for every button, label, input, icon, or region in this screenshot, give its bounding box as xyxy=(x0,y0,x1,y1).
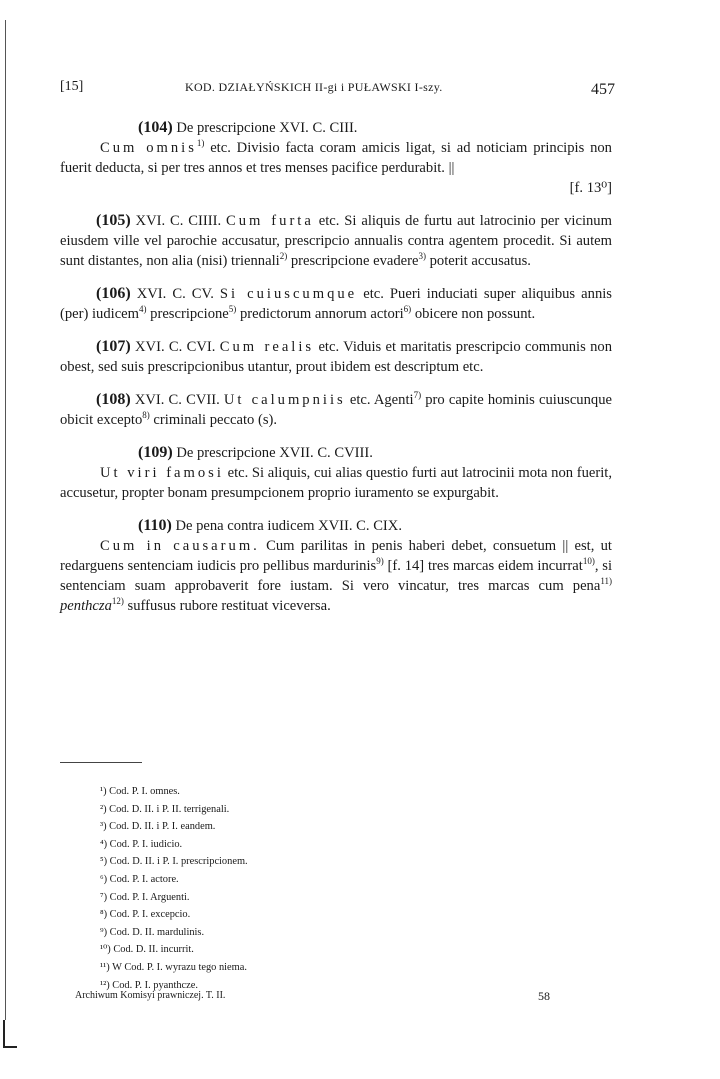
section-text: (105) XVI. C. CIIII. Cum furta etc. Si aliquis de furtu aut latrocinio per vicinum eiusdem ville vel parochie accusatur, prescripcio annualis contra agentem procedit. Si autem sunt distantes, non alia (nisi) triennali$^{2)}$ prescripcione evadere$^{3)}$ poterit accusatus. xyxy=(60,212,612,269)
footnote: ⁷) Cod. P. I. Arguenti. xyxy=(100,891,190,903)
incipit: Cum realis xyxy=(219,339,315,355)
heading-text: De pena contra iudicem XVII. C. CIX. xyxy=(175,518,402,534)
heading-text: De prescripcione XVII. C. CVIII. xyxy=(176,445,373,461)
footnote-ref: 10) xyxy=(582,556,595,567)
footnote-ref: 8) xyxy=(142,410,150,421)
section-105 xyxy=(60,211,612,271)
footnote-ref: 4) xyxy=(139,304,147,315)
publication-title: Archiwum Komisyi prawniczej. T. II. xyxy=(75,990,226,1001)
footnote-ref: 6) xyxy=(403,304,412,315)
section-text: Cum omnis$^{1)}$ etc. Divisio facta coram amicis ligat, si ad noticiam principis non fuerit deducta, si per tres annos et tres menses pacifice perdurabit. || xyxy=(60,138,612,176)
footnote-ref: 9) xyxy=(376,556,384,567)
footnote-ref: 1) xyxy=(196,138,205,149)
footnote: ¹) Cod. P. I. omnes. xyxy=(100,786,180,797)
incipit: Cum furta xyxy=(226,213,314,229)
footnote: ⁵) Cod. D. II. i P. I. prescripcionem. xyxy=(100,856,248,868)
section-106 xyxy=(60,284,612,324)
footnote-ref: 5) xyxy=(228,304,237,315)
footnote-ref: 3) xyxy=(418,251,426,262)
section-text: Ut viri famosi etc. Si aliquis, cui alias questio furti aut latrocinii mota non fuerit, accusetur, propter bonam presumpcionem proprio iuramento se expurgabit. xyxy=(60,465,612,501)
section-109 xyxy=(60,443,612,503)
footnote: ⁴) Cod. P. I. iudicio. xyxy=(100,838,183,850)
heading-text: De prescripcione XVI. C. CIII. xyxy=(176,120,358,136)
section-number: (108) xyxy=(96,391,131,408)
footnote: ⁹) Cod. D. II. mardulinis. xyxy=(100,926,205,938)
footnote: ³) Cod. D. II. i P. I. eandem. xyxy=(100,821,216,833)
folio-marginal: [f. 14] xyxy=(387,558,425,574)
corner-mark-foot xyxy=(3,1046,17,1048)
section-104 xyxy=(60,118,612,198)
section-number: (107) xyxy=(96,338,131,355)
italic-word: penthcza xyxy=(60,598,112,614)
footnote: ⁸) Cod. P. I. excepcio. xyxy=(100,909,191,921)
footnotes xyxy=(100,783,248,994)
page-number: 457 xyxy=(591,81,615,98)
footnote: ¹¹) W Cod. P. I. wyrazu tego niema. xyxy=(100,961,247,973)
section-number: (106) xyxy=(96,285,131,302)
page-footer xyxy=(75,990,550,1010)
section-text: (106) XVI. C. CV. Si cuiuscumque etc. Pueri induciati super aliquibus annis (per) iudicem$^{4)}$ prescripcione$^{5)}$ predictorum annorum actori$^{6)}$ obicere non possunt. xyxy=(60,285,612,322)
section-110 xyxy=(60,516,612,616)
section-number: (105) xyxy=(96,212,131,229)
running-header xyxy=(60,75,615,105)
section-text: (108) XVI. C. CVII. Ut calumpniis etc. Agenti$^{7)}$ pro capite hominis cuiuscunque obicit excepto$^{8)}$ criminali peccato (s). xyxy=(60,390,612,428)
section-107 xyxy=(60,337,612,377)
incipit: Ut calumpniis xyxy=(223,392,346,408)
corner-mark xyxy=(3,1020,5,1048)
running-title: KOD. DZIAŁYŃSKICH II-gi i PUŁAWSKI I-szy. xyxy=(185,80,443,94)
incipit: Cum in causarum. xyxy=(100,538,260,554)
printer-signature: 58 xyxy=(538,989,550,1003)
footnote: ²) Cod. D. II. i P. II. terrigenali. xyxy=(100,803,230,815)
footnote: ¹⁰) Cod. D. II. incurrit. xyxy=(100,944,194,956)
section-heading xyxy=(60,118,612,138)
footnote-ref: 7) xyxy=(413,390,422,401)
footnote-ref: 2) xyxy=(279,251,288,262)
footnote: ⁶) Cod. P. I. actore. xyxy=(100,873,179,885)
section-heading xyxy=(60,443,612,463)
page-edge-line xyxy=(5,20,6,1020)
incipit: Ut viri famosi xyxy=(100,465,224,481)
main-text xyxy=(60,118,612,629)
folio-marginal: [f. 13⁰] xyxy=(569,180,612,196)
section-108 xyxy=(60,390,612,430)
section-number: (104) xyxy=(138,119,173,136)
section-number: (109) xyxy=(138,444,173,461)
footnote: ¹²) Cod. P. I. pyanthcze. xyxy=(100,979,198,991)
section-text: Cum in causarum. Cum parilitas in penis haberi debet, consuetum || est, ut redarguens sentenciam iudicis pro pellibus mardurinis$^{9)}$ [f. 14] tres marcas eidem incurrat$^{10)}$, si sentenciam suam approbaverit fore iustam. Si vero vincatur, tres marcas cum pena$^{11)}$ penthcza$^{12)}$ suffusus rubore restituat viceversa. xyxy=(60,538,612,614)
incipit: Si cuiuscumque xyxy=(219,286,358,302)
section-text: (107) XVI. C. CVI. Cum realis etc. Viduis et maritatis prescripcio communis non obest, sed suis prescripcionibus utantur, prout ibidem est descriptum etc. xyxy=(60,338,612,375)
section-number: (110) xyxy=(138,517,172,534)
section-heading xyxy=(60,516,612,536)
folio-mark: [15] xyxy=(60,79,84,94)
footnote-separator xyxy=(60,762,142,763)
footnote-ref: 11) xyxy=(600,576,612,587)
incipit: Cum omnis xyxy=(100,140,197,156)
footnote-ref: 12) xyxy=(111,596,124,607)
